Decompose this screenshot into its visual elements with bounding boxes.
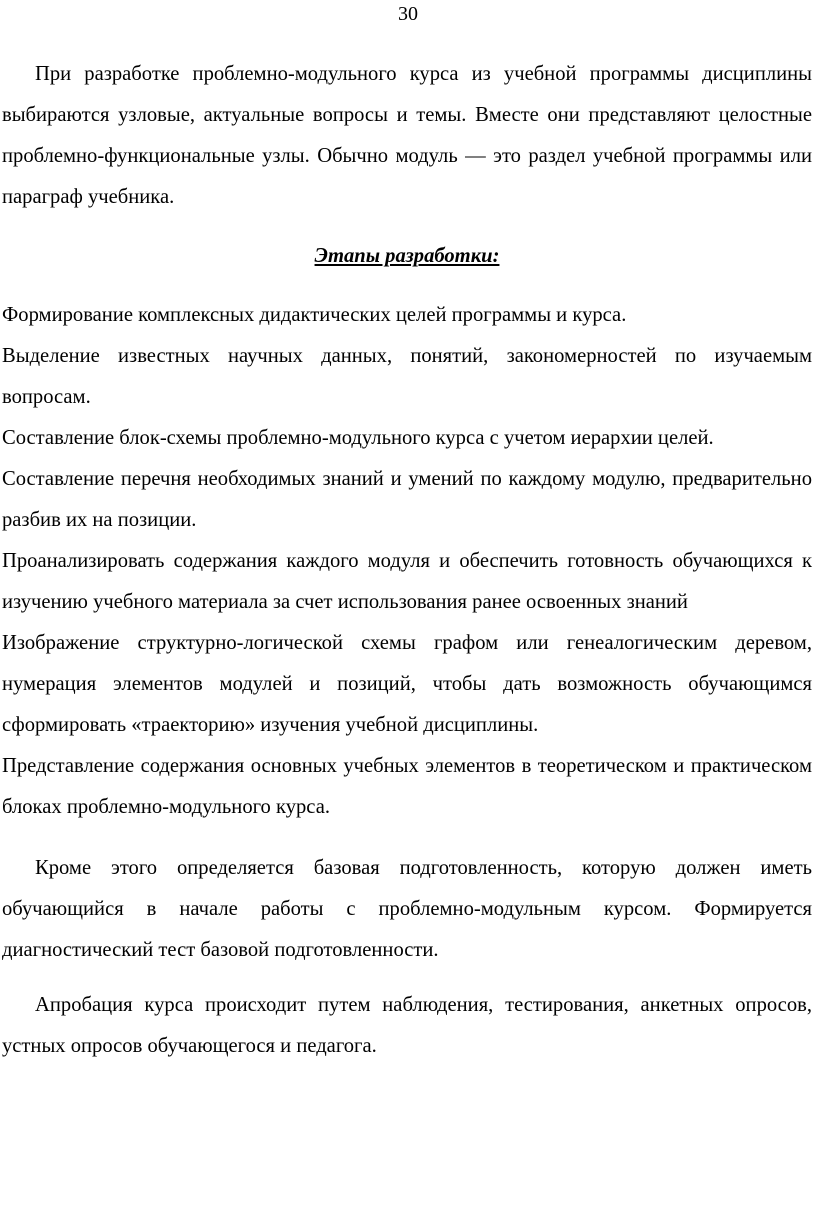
stage-item: Формирование комплексных дидактических целей программы и курса.	[2, 304, 627, 326]
stage-item: Проанализировать содержания каждого модуля и обеспечить готовность обучающихся к изучению учебного материала за счет использования ранее освоенных знаний	[2, 550, 812, 613]
stage-item: Выделение известных научных данных, понятий, закономерностей по изучаемым вопросам.	[2, 345, 812, 408]
page-number: 30	[398, 3, 418, 25]
stage-item: Представление содержания основных учебных элементов в теоретическом и практическом блоках проблемно-модульного курса.	[2, 755, 812, 818]
closing-paragraph-baseline: Кроме этого определяется базовая подготовленность, которую должен иметь обучающийся в начале работы с проблемно-модульным курсом. Формируется диагностический тест базовой подготовленности.	[2, 857, 812, 961]
intro-paragraph: При разработке проблемно-модульного курса из учебной программы дисциплины выбираются узловые, актуальные вопросы и темы. Вместе они представляют целостные проблемно-функциональные узлы. Обычно модуль — это раздел учебной программы или параграф учебника.	[2, 63, 812, 208]
stages-heading: Этапы разработки:	[314, 245, 500, 267]
stage-item: Изображение структурно-логической схемы графом или генеалогическим деревом, нумерация элементов модулей и позиций, чтобы дать возможность обучающимся сформировать «траекторию» изучения учебной дисциплины.	[2, 632, 812, 736]
closing-paragraph-approbation: Апробация курса происходит путем наблюдения, тестирования, анкетных опросов, устных опросов обучающегося и педагога.	[2, 994, 812, 1057]
stages-list	[2, 295, 812, 828]
page-body	[2, 54, 812, 1067]
stage-item: Составление перечня необходимых знаний и умений по каждому модулю, предварительно разбив их на позиции.	[2, 468, 812, 531]
stage-item: Составление блок-схемы проблемно-модульного курса с учетом иерархии целей.	[2, 427, 714, 449]
